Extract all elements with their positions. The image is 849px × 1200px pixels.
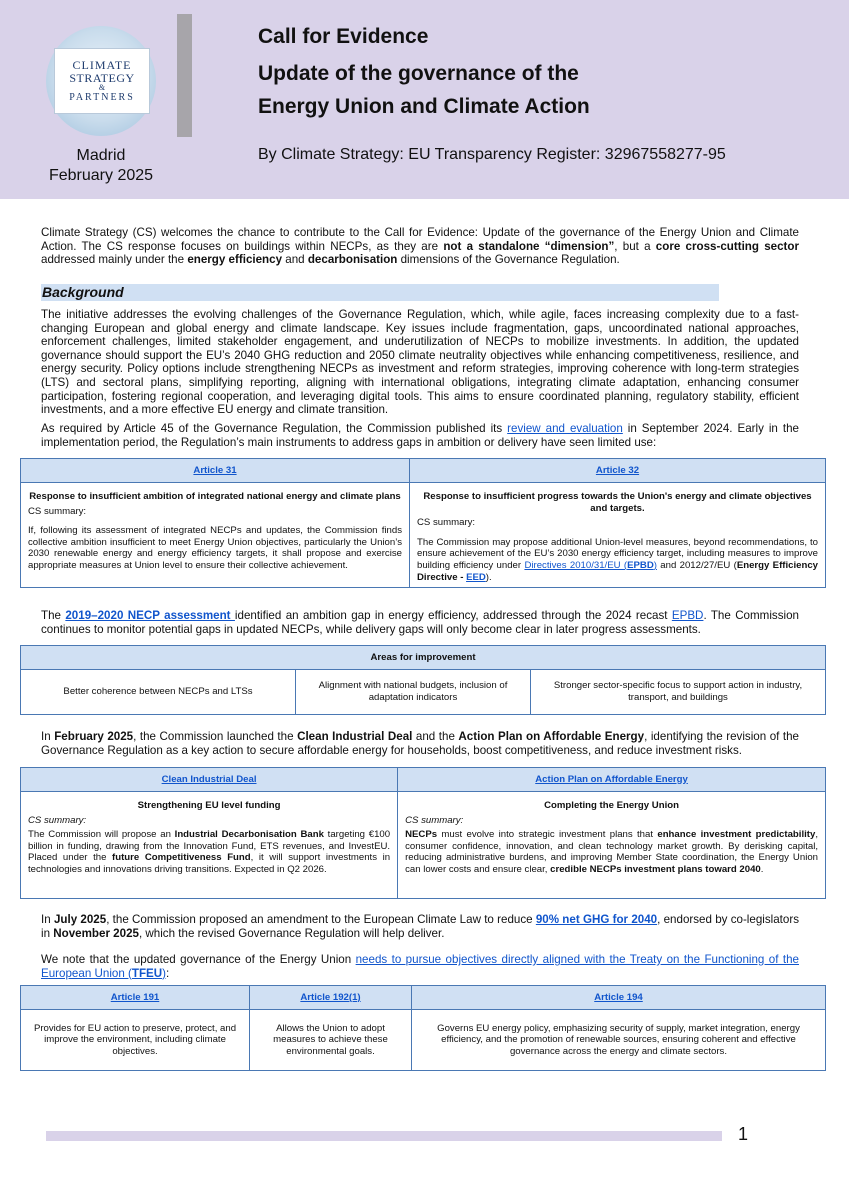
cs-summary-label: CS summary: [28,814,87,826]
affordable-energy-body: NECPs must evolve into strategic investment plans that enhance investment predictability, consumer confidence, innovation, and clean technology market growth. By derisking capital, reducing administrative burdens, and improving Member State coordination, the Energy Union can lower costs and ensure clear, credible NECPs investment plans toward 2040. [405,829,818,875]
epbd-directive-link[interactable]: Directives 2010/31/EU (EPBD) [524,559,657,571]
logo-line1: CLIMATE [72,57,132,72]
improvement-item: Alignment with national budgets, inclusion of adaptation indicators [296,670,531,715]
clean-industrial-deal-cell [21,792,398,899]
header-divider [177,14,192,137]
affordable-energy-header[interactable]: Action Plan on Affordable Energy [398,768,826,792]
eed-link[interactable]: EED [466,571,486,583]
article-32-body: The Commission may propose additional Union-level measures, beyond recommendations, to ensure achievement of the EU’s 2030 energy efficiency target, including measures to improve building efficiency under Directives 2010/31/EU (EPBD) and 2012/27/EU (Energy Efficiency Directive - EED). [417,536,819,583]
tfeu-paragraph: We note that the updated governance of the Energy Union needs to pursue objectives directly aligned with the Treaty on the Functioning of the European Union (TFEU): [41,953,799,980]
article-191-header[interactable]: Article 191 [21,986,250,1010]
article-191-body: Provides for EU action to preserve, protect, and improve the environment, including climate objectives. [21,1010,250,1071]
document-header [0,0,849,199]
areas-improvement-header: Areas for improvement [21,646,826,670]
clean-industrial-deal-paragraph: In February 2025, the Commission launched the Clean Industrial Deal and the Action Plan on Affordable Energy, identifying the revision of the Governance Regulation as a key action to secure affordable energy for households, boost competitiveness, and reduce investment risks. [41,730,800,757]
affordable-energy-cell [398,792,826,899]
location-date [46,146,156,186]
article-32-cell [410,483,826,588]
climate-law-paragraph: In July 2025, the Commission proposed an amendment to the European Climate Law to reduce 90% net GHG for 2040, endorsed by co-legislators in November 2025, which the revised Governance Regulation will help deliver. [41,913,800,940]
article-32-header[interactable]: Article 32 [410,459,826,483]
logo-line3: PARTNERS [69,91,135,103]
clean-industrial-deal-title: Strengthening EU level funding [137,800,281,811]
epbd-link[interactable]: EPBD [671,609,704,622]
background-heading: Background [41,284,719,301]
clean-industrial-deal-table [20,767,826,899]
background-paragraph: The initiative addresses the evolving challenges of the Governance Regulation, which, while agile, faces increasing complexity due to a fast-changing European and global energy and climate landscape. Key issues include fragmentation, gaps, uncoordinated national approaches, enforcement challenges, limited stakeholder engagement, and underutilization of NECPs to mobilize investments. In addition, the updated governance should support the EU’s 2040 GHG reduction and 2050 climate neutrality objectives while enhancing competitiveness, resilience, and energy security. Policy options include strengthening NECPs as investment and reform strategies, improving coherence with long-term strategies (LTS) and sectoral plans, simplifying reporting, aligning with international obligations, integrating climate adaptation, enhancing consumer participation, fostering regional cooperation, and leveraging digital tools. This aims to ensure coordinated planning, regulatory stability, efficient investments, and a more effective EU energy and climate transition. [41,308,799,417]
cs-summary-label: CS summary: [405,814,464,826]
cs-summary-label: CS summary: [417,517,476,529]
city: Madrid [76,147,126,164]
header-title-2: Update of the governance of the [258,62,579,85]
logo-line2: STRATEGY [69,70,135,85]
article-192-header[interactable]: Article 192(1) [250,986,412,1010]
affordable-energy-title: Completing the Energy Union [544,800,679,811]
tfeu-link[interactable]: needs to pursue objectives directly aligned with the Treaty on the Functioning of the European Union (TFEU) [41,953,799,980]
climate-strategy-logo [46,26,156,136]
date: February 2025 [48,167,154,184]
intro-paragraph: Climate Strategy (CS) welcomes the chance to contribute to the Call for Evidence: Update of the governance of the Energy Union and Climate Action. The CS response focuses on buildings within NECPs, as they are not a standalone “dimension”, but a core cross-cutting sector addressed mainly under the energy efficiency and decarbonisation dimensions of the Governance Regulation. [41,226,800,267]
header-title-1: Call for Evidence [258,25,429,48]
article-194-header[interactable]: Article 194 [412,986,826,1010]
cs-summary-label: CS summary: [28,505,87,517]
footer-bar [46,1131,722,1141]
articles-31-32-table [20,458,826,588]
article-31-title: Response to insufficient ambition of integrated national energy and climate plans [29,491,401,502]
improvement-item: Better coherence between NECPs and LTSs [21,670,296,715]
review-evaluation-link[interactable]: review and evaluation [507,422,623,435]
logo-amp: & [98,83,106,93]
ghg-2040-link[interactable]: 90% net GHG for 2040 [535,913,658,926]
article-194-body: Governs EU energy policy, emphasizing security of supply, market integration, energy efficiency, and the promotion of renewable sources, ensuring coherent and effective governance across the energy and climate sectors. [412,1010,826,1071]
necp-assessment-paragraph: The 2019–2020 NECP assessment identified an ambition gap in energy efficiency, addressed through the 2024 recast EPBD. The Commission continues to monitor potential gaps in updated NECPs, while delivery gaps will only become clear in later progress assessments. [41,609,799,636]
article-32-title: Response to insufficient progress towards the Union's energy and climate objectives and targets. [423,491,812,514]
necp-assessment-link[interactable]: 2019–2020 NECP assessment [65,609,235,622]
byline: By Climate Strategy: EU Transparency Register: 32967558277-95 [258,146,726,163]
page-number: 1 [738,1124,749,1144]
evaluation-paragraph: As required by Article 45 of the Governance Regulation, the Commission published its review and evaluation in September 2024. Early in the implementation period, the Regulation’s main instruments to address gaps in ambition or delivery have seen limited use: [41,422,799,449]
tfeu-articles-table [20,985,826,1071]
article-31-header[interactable]: Article 31 [21,459,410,483]
article-31-body: If, following its assessment of integrated NECPs and updates, the Commission finds collective ambition insufficient to meet Energy Union objectives, particularly the Union’s 2030 renewable energy and energy efficiency targets, it shall propose and exercise appropriate measures at Union level to ensure their collective achievement. [28,525,402,571]
article-31-cell [21,483,410,588]
improvement-item: Stronger sector-specific focus to support action in industry, transport, and buildings [531,670,826,715]
areas-improvement-table [20,645,826,715]
header-title-3: Energy Union and Climate Action [258,95,590,118]
article-192-body: Allows the Union to adopt measures to achieve these environmental goals. [250,1010,412,1071]
clean-industrial-deal-header[interactable]: Clean Industrial Deal [21,768,398,792]
clean-industrial-deal-body: The Commission will propose an Industrial Decarbonisation Bank targeting €100 billion in funding, drawing from the Innovation Fund, ETS revenues, and InvestEU. Placed under the future Competitiveness Fund, it will support investments in technologies and innovations driving transitions. Expected in Q2 2026. [28,829,391,875]
